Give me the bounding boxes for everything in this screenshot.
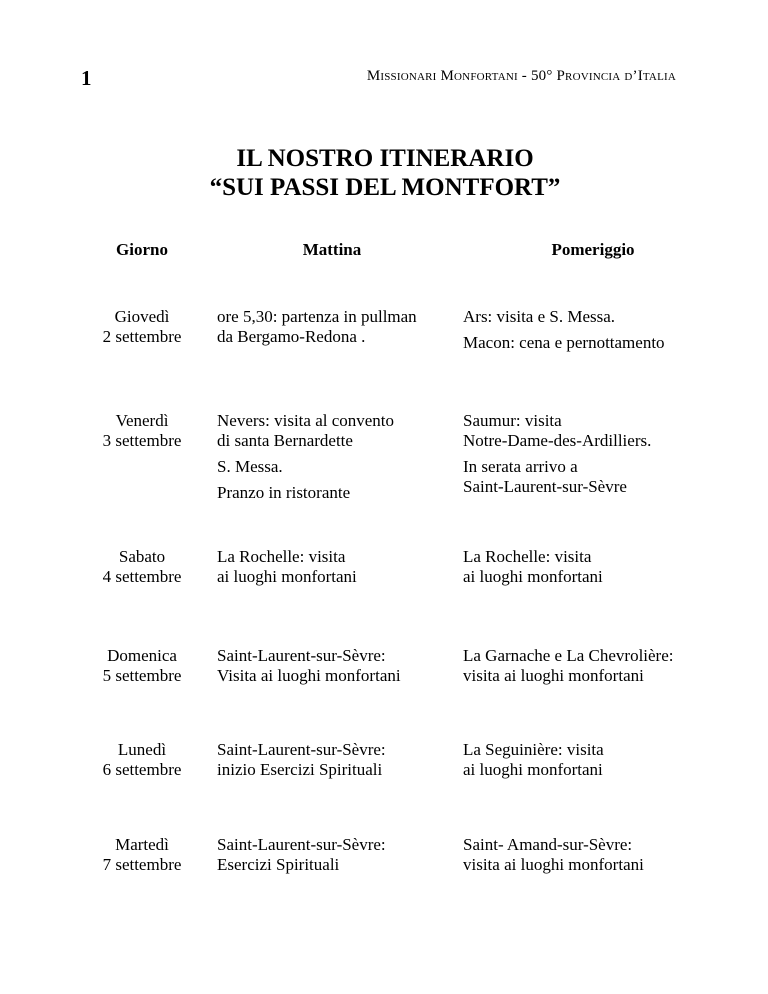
activity-paragraph (217, 740, 447, 780)
activity-paragraph (217, 835, 447, 875)
activity-line: Saint-Laurent-sur-Sèvre (463, 477, 627, 496)
day-line: 3 settembre (102, 431, 182, 450)
day-cell (96, 835, 188, 875)
activity-line: inizio Esercizi Spirituali (217, 760, 383, 779)
activity-line: Notre-Dame-des-Ardilliers. (463, 431, 652, 450)
column-header-giorno: Giorno (116, 240, 168, 259)
day-line: 4 settembre (102, 567, 182, 586)
day-cell (96, 740, 188, 780)
activity-paragraph (463, 457, 723, 497)
morning-cell (217, 740, 447, 780)
day-line: 2 settembre (102, 327, 182, 346)
activity-paragraph (217, 457, 447, 477)
activity-line: S. Messa. (217, 457, 283, 476)
title-line-2: “SUI PASSI DEL MONTFORT” (209, 174, 561, 201)
day-line: 5 settembre (102, 666, 182, 685)
afternoon-cell (463, 740, 723, 780)
day-cell (96, 411, 188, 451)
column-header-pomeriggio: Pomeriggio (551, 240, 635, 259)
morning-cell (217, 411, 447, 503)
activity-line: Saint- Amand-sur-Sèvre: (463, 835, 633, 854)
day-line: Lunedì (117, 740, 167, 759)
morning-cell (217, 307, 447, 347)
activity-paragraph (463, 411, 723, 451)
day-line: 6 settembre (102, 760, 182, 779)
title-line-1: IL NOSTRO ITINERARIO (236, 145, 534, 172)
morning-cell (217, 835, 447, 875)
day-cell (96, 547, 188, 587)
document-title (0, 144, 768, 202)
day-cell (96, 307, 188, 347)
day-line: Venerdì (115, 411, 169, 430)
day-line: Sabato (118, 547, 166, 566)
activity-line: Pranzo in ristorante (217, 483, 351, 502)
activity-paragraph (463, 740, 723, 780)
activity-line: visita ai luoghi monfortani (463, 855, 644, 874)
activity-line: visita ai luoghi monfortani (463, 666, 644, 685)
activity-paragraph (217, 483, 447, 503)
activity-line: Saint-Laurent-sur-Sèvre: (217, 646, 386, 665)
afternoon-cell (463, 646, 723, 686)
activity-line: Macon: cena e pernottamento (463, 333, 665, 352)
day-line: 7 settembre (102, 855, 182, 874)
afternoon-cell (463, 835, 723, 875)
activity-paragraph (217, 646, 447, 686)
activity-line: Saumur: visita (463, 411, 562, 430)
activity-line: da Bergamo-Redona . (217, 327, 366, 346)
activity-line: Ars: visita e S. Messa. (463, 307, 616, 326)
activity-line: La Garnache e La Chevrolière: (463, 646, 674, 665)
running-header: Missionari Monfortani - 50° Provincia d’Italia (366, 68, 676, 84)
activity-line: Nevers: visita al convento (217, 411, 395, 430)
activity-paragraph (463, 835, 723, 875)
activity-line: In serata arrivo a (463, 457, 578, 476)
activity-paragraph (217, 411, 447, 451)
activity-line: Esercizi Spirituali (217, 855, 340, 874)
activity-line: Saint-Laurent-sur-Sèvre: (217, 835, 386, 854)
afternoon-cell (463, 307, 723, 353)
activity-line: La Seguinière: visita (463, 740, 604, 759)
activity-line: La Rochelle: visita (463, 547, 592, 566)
day-line: Martedì (115, 835, 169, 854)
afternoon-cell (463, 411, 723, 497)
activity-line: ai luoghi monfortani (463, 760, 603, 779)
morning-cell (217, 646, 447, 686)
page-number: 1 (81, 66, 92, 90)
day-cell (96, 646, 188, 686)
activity-line: ai luoghi monfortani (217, 567, 357, 586)
activity-line: La Rochelle: visita (217, 547, 346, 566)
activity-paragraph (463, 646, 723, 686)
afternoon-cell (463, 547, 723, 587)
day-line: Domenica (107, 646, 177, 665)
morning-cell (217, 547, 447, 587)
activity-paragraph (463, 547, 723, 587)
activity-line: ai luoghi monfortani (463, 567, 603, 586)
activity-paragraph (217, 547, 447, 587)
activity-line: ore 5,30: partenza in pullman (217, 307, 417, 326)
activity-paragraph (463, 333, 723, 353)
activity-line: di santa Bernardette (217, 431, 353, 450)
activity-line: Saint-Laurent-sur-Sèvre: (217, 740, 386, 759)
activity-paragraph (217, 307, 447, 347)
activity-line: Visita ai luoghi monfortani (217, 666, 401, 685)
activity-paragraph (463, 307, 723, 327)
column-header-mattina: Mattina (302, 240, 362, 259)
day-line: Giovedì (114, 307, 170, 326)
